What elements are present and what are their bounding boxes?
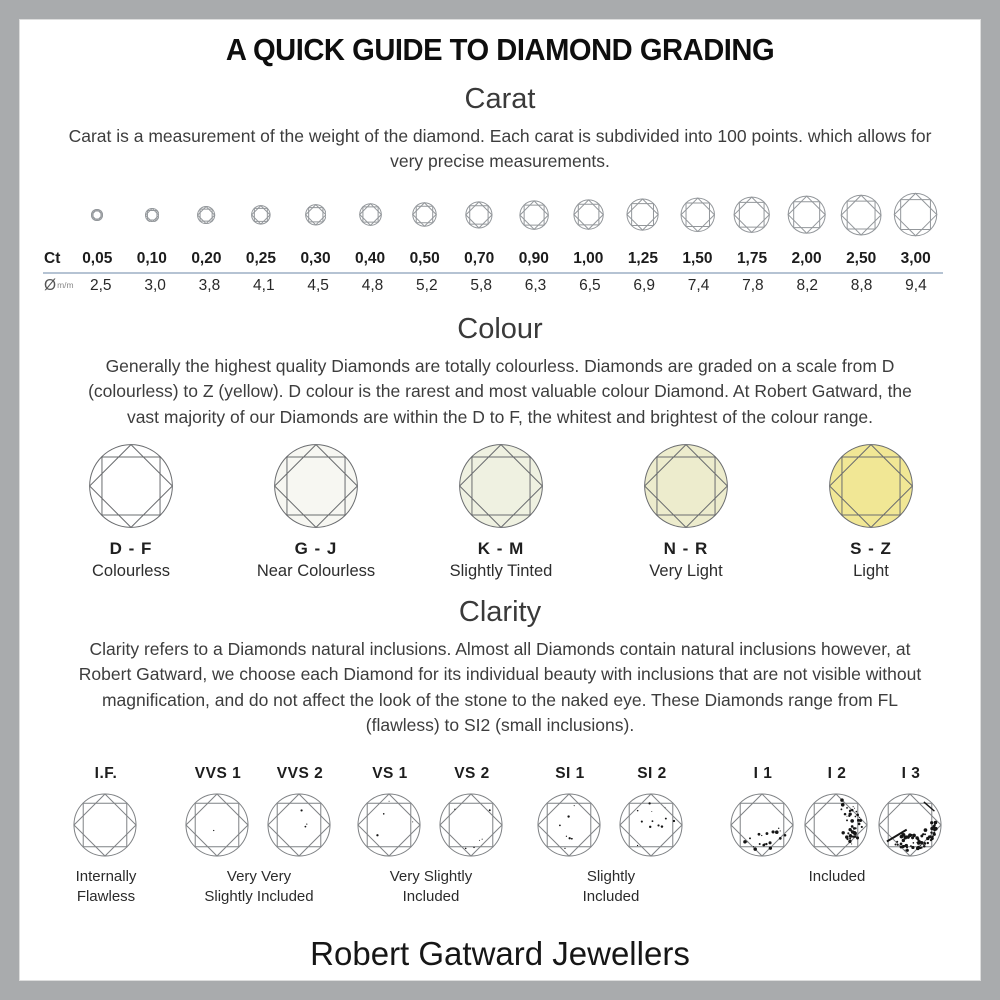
diamond-icon bbox=[359, 203, 382, 226]
colour-description: Generally the highest quality Diamonds are totally colourless. Diamonds are graded on a scale from D (colourless) to Z (yellow). D colour is the rarest and most valuable colour Diamond. At Robert Gatward, the vast majority of our Diamonds are within the D to F, the whitest and brightest of the colour range. bbox=[88, 355, 912, 427]
carat-ct-value: 0,25 bbox=[245, 250, 277, 268]
clarity-gem-item bbox=[356, 765, 424, 858]
diamond-icon bbox=[145, 208, 159, 222]
carat-section bbox=[19, 68, 981, 298]
diamond-icon bbox=[438, 792, 504, 858]
clarity-heading: Clarity bbox=[458, 595, 542, 628]
diamond-icon bbox=[680, 197, 716, 233]
carat-ct-label: Ct bbox=[44, 250, 61, 268]
clarity-gem-line bbox=[351, 765, 511, 858]
diamond-icon bbox=[618, 792, 684, 858]
carat-mm-value: 8,8 bbox=[850, 277, 873, 295]
colour-diamond bbox=[413, 442, 589, 530]
clarity-group bbox=[531, 765, 691, 906]
clarity-grade-label: I 3 bbox=[901, 765, 921, 783]
page-title: A QUICK GUIDE TO DIAMOND GRADING bbox=[225, 32, 775, 67]
colour-grade-label: G - J bbox=[294, 538, 338, 558]
diamond-icon bbox=[72, 792, 138, 858]
clarity-description: Clarity refers to a Diamonds natural inclusions. Almost all Diamonds contain natural inclusions however, at Robert Gatward, we choose each Diamond for its individual beauty with inclusions that are not visible without magnification, and do not affect the look of the stone to the naked eye. These Diamonds range from FL (flawless) to SI2 (small inclusions). bbox=[78, 638, 922, 735]
clarity-group bbox=[724, 765, 950, 887]
carat-diamond-cell bbox=[779, 187, 834, 243]
carat-mm-value: 7,8 bbox=[742, 277, 764, 295]
diamond-icon bbox=[251, 205, 271, 225]
carat-ct-value: 2,00 bbox=[791, 250, 822, 268]
carat-mm-value: 7,4 bbox=[687, 277, 710, 295]
diamond-icon bbox=[465, 201, 493, 229]
clarity-gem-item bbox=[184, 765, 252, 858]
carat-ct-value: 0,40 bbox=[355, 250, 386, 268]
carat-diamond-cell bbox=[397, 187, 452, 243]
clarity-group bbox=[351, 765, 511, 906]
brand-footer: Robert Gatward Jewellers bbox=[310, 935, 690, 972]
clarity-description-line: Internally bbox=[75, 868, 137, 886]
clarity-grade-label: VVS 2 bbox=[276, 765, 324, 783]
diamond-icon bbox=[457, 442, 545, 530]
clarity-description-line: Slightly bbox=[586, 868, 636, 886]
diamond-icon bbox=[356, 792, 422, 858]
clarity-gem-item bbox=[803, 765, 871, 858]
diamond-icon bbox=[827, 442, 915, 530]
carat-mm-value: 4,5 bbox=[307, 277, 329, 295]
carat-ct-value: 1,50 bbox=[682, 250, 713, 268]
carat-ct-value: 0,05 bbox=[82, 250, 113, 268]
carat-mm-value: 8,2 bbox=[796, 277, 819, 295]
clarity-gem-item bbox=[438, 765, 506, 858]
colour-diamond bbox=[43, 442, 219, 530]
carat-mm-value: 6,3 bbox=[524, 277, 547, 295]
clarity-gem-item bbox=[536, 765, 604, 858]
diamond-icon bbox=[87, 442, 175, 530]
carat-description: Carat is a measurement of the weight of the diamond. Each carat is subdivided into 100 points. which allows for very precise measurements. bbox=[68, 126, 932, 172]
carat-diamond-cell bbox=[670, 187, 725, 243]
colour-grade-item bbox=[228, 442, 404, 581]
carat-heading: Carat bbox=[464, 83, 536, 115]
clarity-section bbox=[19, 581, 981, 908]
clarity-grade-label: I 2 bbox=[827, 765, 847, 783]
clarity-group-description bbox=[169, 867, 349, 906]
clarity-gem-item bbox=[877, 765, 945, 858]
carat-diamond-cell bbox=[507, 187, 562, 243]
carat-mm-row bbox=[19, 275, 943, 298]
colour-heading: Colour bbox=[457, 312, 543, 345]
diamond-icon bbox=[626, 198, 659, 231]
colour-grade-label: S - Z bbox=[850, 538, 892, 558]
clarity-gem-item bbox=[729, 765, 797, 858]
clarity-group bbox=[169, 765, 349, 906]
clarity-grade-label: I.F. bbox=[94, 765, 118, 783]
carat-mm-value: 2,5 bbox=[89, 277, 112, 295]
diamond-icon bbox=[642, 442, 730, 530]
carat-mm-value: 4,8 bbox=[361, 277, 384, 295]
carat-ct-value: 1,25 bbox=[627, 250, 658, 268]
carat-mm-value: 4,1 bbox=[253, 277, 275, 295]
carat-diamond-cell bbox=[343, 187, 398, 243]
carat-ct-value: 0,10 bbox=[136, 250, 167, 268]
carat-ct-row bbox=[19, 248, 943, 271]
clarity-description-line: Slightly Included bbox=[204, 887, 314, 905]
carat-mm-value: 5,8 bbox=[470, 277, 492, 295]
colour-grade-item bbox=[598, 442, 774, 581]
clarity-grade-label: VVS 1 bbox=[194, 765, 242, 783]
colour-grade-label: D - F bbox=[109, 538, 153, 558]
carat-diamond-cell bbox=[70, 187, 125, 243]
carat-diameter-label bbox=[19, 277, 74, 295]
diamond-icon bbox=[272, 442, 360, 530]
carat-diamond-cell bbox=[725, 187, 780, 243]
clarity-grade-label: I 1 bbox=[753, 765, 773, 783]
carat-ct-value: 2,50 bbox=[846, 250, 877, 268]
clarity-gem-line bbox=[56, 765, 156, 858]
diamond-icon bbox=[573, 199, 604, 230]
diamond-icon bbox=[787, 195, 826, 234]
colour-scale-row bbox=[19, 442, 981, 581]
carat-diamond-cell bbox=[234, 187, 289, 243]
clarity-grade-label: VS 1 bbox=[372, 765, 408, 783]
carat-mm-value: 6,5 bbox=[579, 277, 601, 295]
carat-diamond-cell bbox=[179, 187, 234, 243]
clarity-description-line: Flawless bbox=[76, 887, 136, 905]
diameter-unit: m/m bbox=[57, 280, 74, 291]
clarity-description-line: Very Slightly bbox=[389, 868, 473, 886]
carat-diamond-cell bbox=[452, 187, 507, 243]
carat-mm-value: 6,9 bbox=[633, 277, 655, 295]
diamond-icon bbox=[91, 209, 103, 221]
colour-grade-label: K - M bbox=[477, 538, 525, 558]
colour-grade-description: Very Light bbox=[649, 561, 723, 580]
diamond-icon bbox=[840, 194, 882, 236]
carat-ct-value: 3,00 bbox=[900, 250, 931, 268]
clarity-gem-item bbox=[72, 765, 140, 858]
diamond-icon bbox=[877, 792, 943, 858]
carat-table-divider bbox=[43, 272, 943, 274]
clarity-description-line: Included bbox=[808, 868, 866, 886]
diamond-icon bbox=[266, 792, 332, 858]
colour-diamond bbox=[783, 442, 959, 530]
colour-diamond bbox=[598, 442, 774, 530]
clarity-grade-label: SI 2 bbox=[637, 765, 667, 783]
diameter-symbol: Ø bbox=[44, 277, 57, 295]
clarity-description-line: Included bbox=[402, 887, 460, 905]
clarity-description-line: Included bbox=[582, 887, 640, 905]
clarity-gem-line bbox=[531, 765, 691, 858]
carat-mm-value: 9,4 bbox=[905, 277, 927, 295]
clarity-group-description bbox=[56, 867, 156, 906]
colour-grade-label: N - R bbox=[663, 538, 709, 558]
colour-grade-item bbox=[413, 442, 589, 581]
carat-ct-value: 1,75 bbox=[736, 250, 768, 268]
colour-diamond bbox=[228, 442, 404, 530]
carat-ct-value: 0,30 bbox=[300, 250, 331, 268]
diamond-icon bbox=[733, 196, 770, 233]
carat-ct-value: 0,90 bbox=[518, 250, 549, 268]
diamond-icon bbox=[197, 206, 215, 224]
carat-diamond-cell bbox=[834, 187, 889, 243]
carat-mm-value: 5,2 bbox=[416, 277, 438, 295]
diamond-icon bbox=[729, 792, 795, 858]
carat-mm-value: 3,8 bbox=[198, 277, 221, 295]
clarity-gem-line bbox=[169, 765, 349, 858]
colour-grade-item bbox=[43, 442, 219, 581]
clarity-group-description bbox=[531, 867, 691, 906]
diamond-icon bbox=[893, 192, 938, 237]
clarity-group-description bbox=[351, 867, 511, 906]
carat-diamond-cell bbox=[125, 187, 180, 243]
diamond-icon bbox=[412, 202, 437, 227]
carat-diamond-cell bbox=[888, 187, 943, 243]
diamond-icon bbox=[305, 204, 327, 226]
carat-mm-value: 3,0 bbox=[144, 277, 166, 295]
colour-grade-description: Light bbox=[853, 561, 889, 580]
clarity-group bbox=[56, 765, 156, 906]
clarity-group-description bbox=[724, 867, 950, 887]
colour-grade-description: Near Colourless bbox=[256, 561, 376, 580]
clarity-grade-label: VS 2 bbox=[454, 765, 490, 783]
clarity-description-line: Very Very bbox=[226, 868, 292, 886]
colour-grade-item bbox=[783, 442, 959, 581]
carat-diamond-cell bbox=[616, 187, 671, 243]
clarity-gem-item bbox=[618, 765, 686, 858]
clarity-gem-item bbox=[266, 765, 334, 858]
clarity-scale-row bbox=[19, 765, 981, 907]
carat-ct-value: 0,70 bbox=[464, 250, 495, 268]
carat-gems-spacer bbox=[19, 187, 70, 243]
diamond-icon bbox=[536, 792, 602, 858]
carat-ct-value: 1,00 bbox=[573, 250, 604, 268]
carat-diamond-cell bbox=[561, 187, 616, 243]
colour-grade-description: Slightly Tinted bbox=[449, 561, 553, 580]
diamond-icon bbox=[184, 792, 250, 858]
carat-ct-value: 0,20 bbox=[191, 250, 222, 268]
diamond-icon bbox=[519, 200, 549, 230]
clarity-gem-line bbox=[724, 765, 950, 858]
colour-grade-description: Colourless bbox=[92, 561, 170, 580]
carat-diamond-size-row bbox=[19, 187, 943, 243]
colour-section bbox=[19, 298, 981, 581]
clarity-grade-label: SI 1 bbox=[555, 765, 585, 783]
carat-ct-value: 0,50 bbox=[409, 250, 440, 268]
carat-diamond-cell bbox=[288, 187, 343, 243]
diamond-icon bbox=[803, 792, 869, 858]
